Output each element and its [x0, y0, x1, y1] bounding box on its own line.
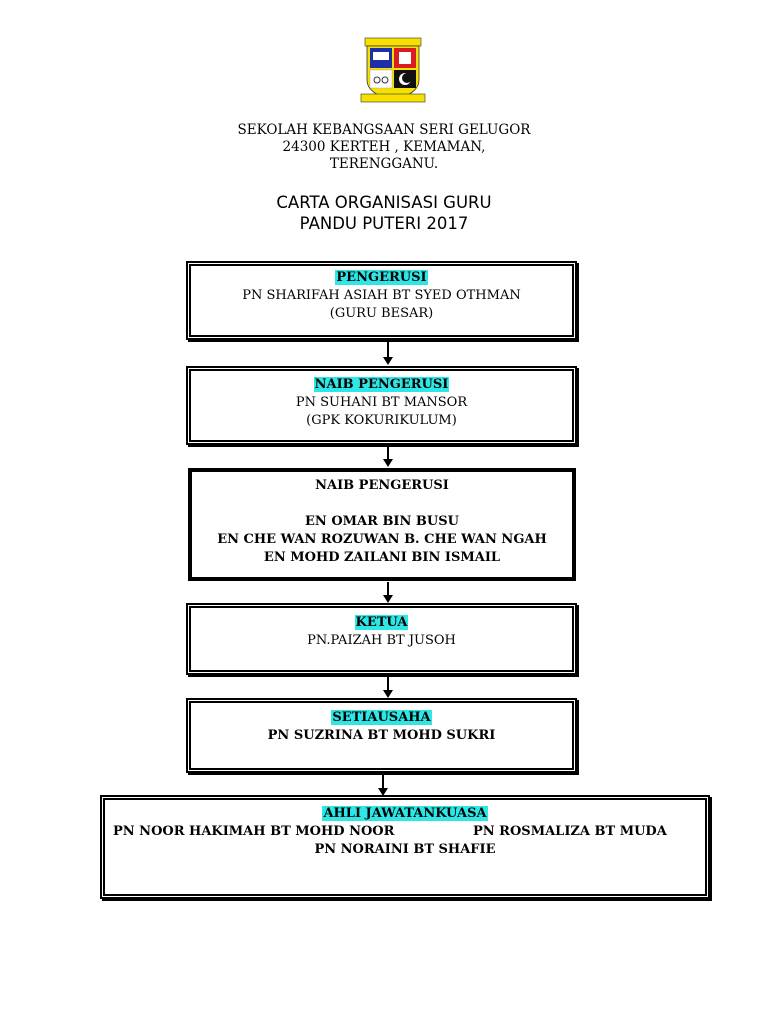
- naib-pengerusi-2-member: EN CHE WAN ROZUWAN B. CHE WAN NGAH: [217, 532, 547, 547]
- naib-pengerusi-2-member: EN MOHD ZAILANI BIN ISMAIL: [263, 550, 501, 565]
- school-crest-logo: [357, 36, 429, 108]
- ahli-member-center: PN NORAINI BT SHAFIE: [314, 842, 496, 857]
- ahli-jawatankuasa-role: AHLI JAWATANKUASA: [323, 806, 487, 821]
- chart-title-line2: PANDU PUTERI 2017: [299, 214, 469, 233]
- ketua-box: [186, 603, 577, 675]
- chart-title-line1: CARTA ORGANISASI GURU: [276, 193, 492, 212]
- connector-arrow-3: [383, 582, 393, 603]
- school-name: SEKOLAH KEBANGSAAN SERI GELUGOR: [237, 122, 531, 138]
- ketua-role: KETUA: [355, 615, 408, 630]
- ahli-member-right: PN ROSMALIZA BT MUDA: [473, 824, 667, 839]
- naib-pengerusi-1-role: NAIB PENGERUSI: [314, 377, 449, 392]
- setiausaha-box: [186, 698, 577, 773]
- school-address-line1: 24300 KERTEH , KEMAMAN,: [282, 139, 486, 155]
- pengerusi-note: (GURU BESAR): [329, 306, 434, 321]
- pengerusi-name: PN SHARIFAH ASIAH BT SYED OTHMAN: [242, 288, 521, 303]
- naib-pengerusi-1-name: PN SUHANI BT MANSOR: [295, 395, 468, 410]
- pengerusi-box: [186, 261, 577, 340]
- naib-pengerusi-2-member: EN OMAR BIN BUSU: [305, 514, 459, 529]
- ahli-member-left: PN NOOR HAKIMAH BT MOHD NOOR: [113, 824, 395, 839]
- naib-pengerusi-2-role: NAIB PENGERUSI: [315, 478, 449, 493]
- connector-arrow-5: [378, 774, 388, 796]
- naib-pengerusi-box-2: [188, 468, 576, 581]
- naib-pengerusi-1-note: (GPK KOKURIKULUM): [306, 413, 457, 428]
- connector-arrow-2: [383, 446, 393, 467]
- ketua-name: PN.PAIZAH BT JUSOH: [307, 633, 456, 648]
- connector-arrow-4: [383, 676, 393, 698]
- school-header: [0, 122, 768, 173]
- chart-title: [0, 192, 768, 234]
- setiausaha-name: PN SUZRINA BT MOHD SUKRI: [267, 728, 496, 743]
- connector-arrow-1: [383, 341, 393, 365]
- naib-pengerusi-box-1: [186, 366, 577, 445]
- setiausaha-role: SETIAUSAHA: [332, 710, 431, 725]
- pengerusi-role: PENGERUSI: [336, 270, 427, 285]
- school-address-line2: TERENGGANU.: [329, 156, 439, 172]
- ahli-jawatankuasa-box: [100, 795, 710, 899]
